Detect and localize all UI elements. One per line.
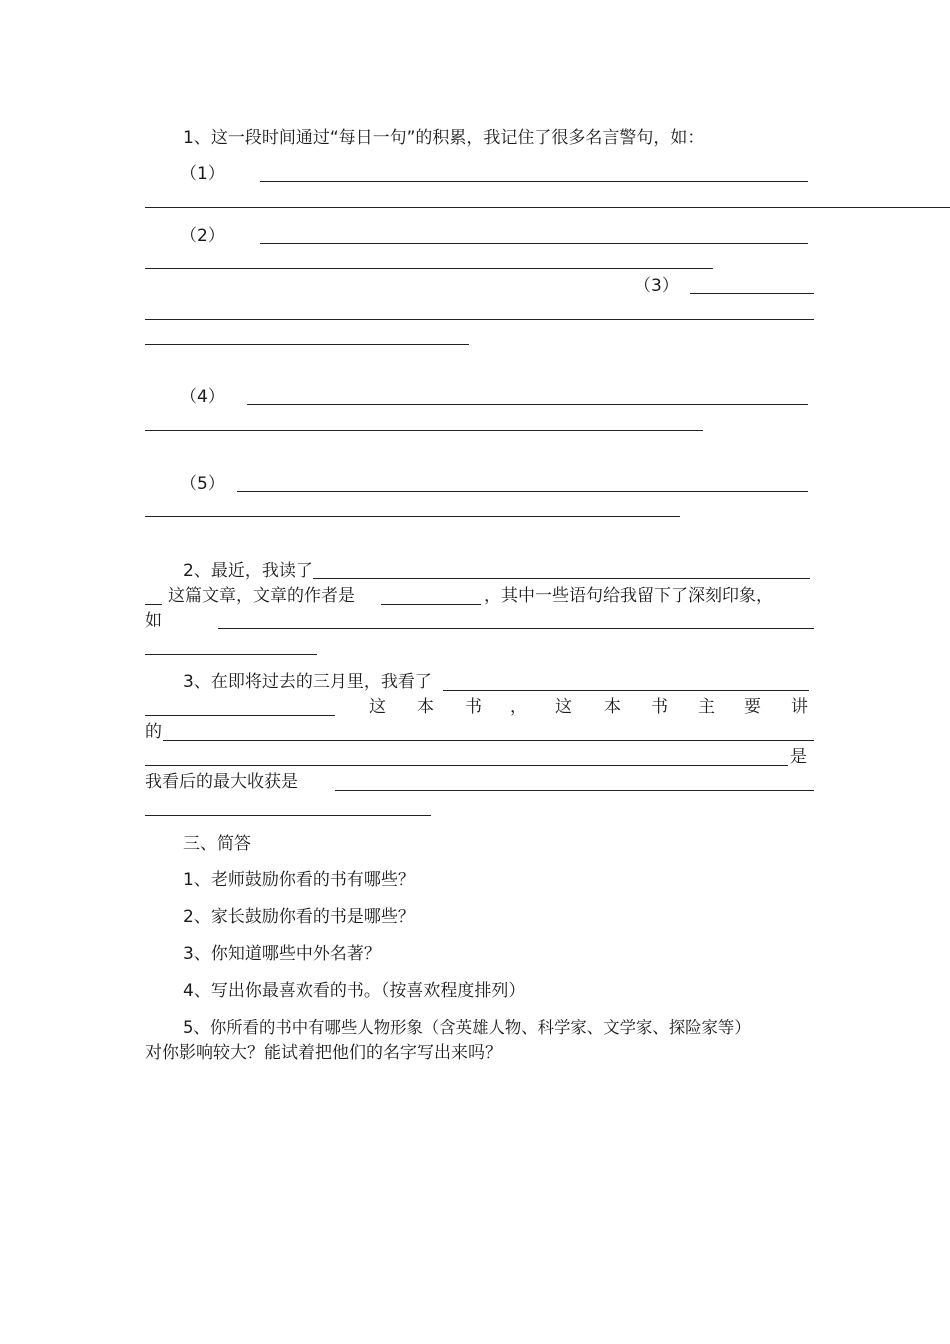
q2-title-blank[interactable]: [313, 578, 810, 579]
section3-item-4: 4、写出你最喜欢看的书。（按喜欢程度排列）: [183, 981, 526, 1001]
q3-gain-blank[interactable]: [335, 790, 814, 791]
section3-item-3: 3、你知道哪些中外名著？: [183, 944, 381, 964]
q2-line1: 2、最近，我读了: [183, 561, 313, 581]
q1-item-1-blank-cont[interactable]: [145, 207, 950, 208]
q1-item-3-blank-cont[interactable]: [145, 319, 814, 320]
q1-item-3-label: （3）: [634, 276, 679, 296]
q3-text-shi: 是: [790, 747, 807, 767]
q1-item-5-blank[interactable]: [237, 491, 808, 492]
q3-char-7: 书: [651, 697, 668, 717]
q3-char-3: 书: [465, 697, 482, 717]
q1-item-2-blank-cont[interactable]: [145, 268, 713, 269]
q3-char-8: 主: [698, 697, 715, 717]
q2-example-blank[interactable]: [218, 628, 814, 629]
q3-text-gain: 我看后的最大收获是: [145, 772, 298, 792]
section3-item-5: 5、你所看的书中有哪些人物形象（含英雄人物、科学家、文学家、探险家等）: [183, 1018, 751, 1037]
q3-book-blank-cont[interactable]: [145, 715, 335, 716]
q1-item-5-label: （5）: [180, 474, 225, 494]
q2-text-impression: ，其中一些语句给我留下了深刻印象，: [484, 586, 773, 606]
q2-text-example: 如: [145, 611, 162, 631]
q1-item-5-blank-cont[interactable]: [145, 516, 680, 517]
q3-book-blank[interactable]: [443, 690, 809, 691]
q3-char-1: 这: [369, 697, 386, 717]
section3-heading: 三、简答: [183, 834, 251, 854]
section3-item-5-cont: 对你影响较大？能试着把他们的名字写出来吗？: [145, 1043, 502, 1063]
q2-text-author: 这篇文章，文章的作者是: [168, 586, 355, 606]
q3-char-5: 这: [555, 697, 572, 717]
q1-item-4-blank[interactable]: [247, 404, 808, 405]
section3-item-1: 1、老师鼓励你看的书有哪些？: [183, 870, 415, 890]
q3-char-9: 要: [744, 697, 761, 717]
q1-item-1-blank[interactable]: [260, 181, 808, 182]
q3-char-6: 本: [604, 697, 621, 717]
q3-char-10: 讲: [791, 697, 808, 717]
q1-item-1-label: （1）: [180, 164, 225, 184]
q1-item-4-blank-cont[interactable]: [145, 430, 703, 431]
q1-item-3-blank-cont2[interactable]: [145, 344, 469, 345]
q1-item-2-blank[interactable]: [260, 243, 808, 244]
section3-item-2: 2、家长鼓励你看的书是哪些？: [183, 907, 415, 927]
q3-content-blank[interactable]: [163, 740, 814, 741]
q1-item-4-label: （4）: [180, 387, 225, 407]
q3-line1: 3、在即将过去的三月里，我看了: [183, 672, 432, 692]
q2-title-blank-cont[interactable]: [145, 604, 162, 605]
q1-item-3-blank[interactable]: [690, 293, 814, 294]
q3-text-de: 的: [145, 722, 162, 742]
q2-author-blank[interactable]: [381, 604, 481, 605]
q1-intro: 1、这一段时间通过“每日一句”的积累，我记住了很多名言警句，如：: [183, 128, 705, 148]
q1-item-2-label: （2）: [180, 226, 225, 246]
q3-char-2: 本: [417, 697, 434, 717]
q3-char-4: ，: [510, 697, 527, 717]
q2-example-blank-cont[interactable]: [145, 654, 317, 655]
q3-content-blank-cont[interactable]: [145, 765, 788, 766]
q3-gain-blank-cont[interactable]: [145, 815, 431, 816]
